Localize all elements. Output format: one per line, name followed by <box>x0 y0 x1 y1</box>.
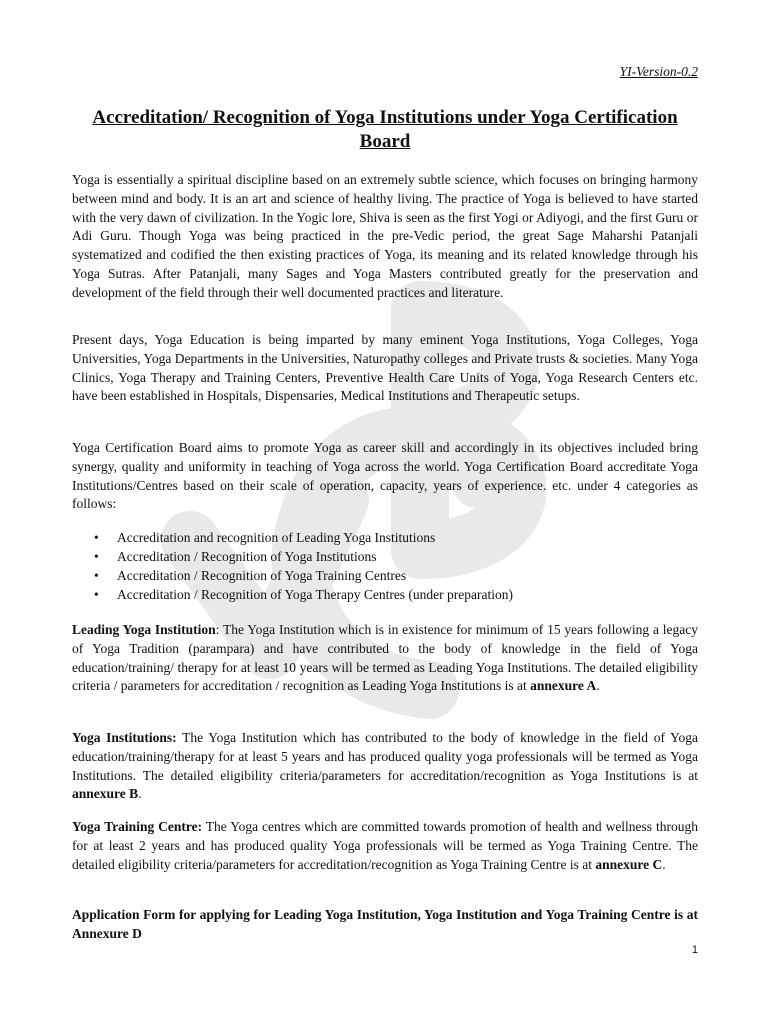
intro-paragraph: Yoga is essentially a spiritual discipline based on an extremely subtle science, which focuses on bringing harmony between mind and body. It is an art and science of healthy living. The practice of Yoga is believed to have started with the very dawn of civilization. In the Yogic lore, Shiva is seen as the first Yogi or Adiyogi, and the first Guru or Adi Guru. Though Yoga was being practiced in the pre-Vedic period, the great Sage Maharshi Patanjali systematized and codified the then existing practices of Yoga, its meaning and its related knowledge through his Yoga Sutras. After Patanjali, many Sages and Yoga Masters contributed greatly for the preservation and development of the field through their well documented practices and literature. <box>72 172 698 300</box>
present-paragraph: Present days, Yoga Education is being imparted by many eminent Yoga Institutions, Yoga Colleges, Yoga Universities, Yoga Departments in the Universities, Naturopathy colleges and Private trusts & societies. Many Yoga Clinics, Yoga Therapy and Training Centers, Preventive Health Care Units of Yoga, Yoga Research Centers etc. have been established in Hospitals, Dispensaries, Medical Institutions and Therapeutic setups. <box>72 332 698 404</box>
list-item: • Accreditation and recognition of Leading Yoga Institutions <box>94 530 436 545</box>
bullet-icon: • <box>94 530 99 545</box>
training-centre-paragraph: Yoga Training Centre: The Yoga centres which are committed towards promotion of health and wellness through for at least 2 years and has produced quality Yoga professionals will be termed as Yoga Training Centre. The detailed eligibility criteria/parameters for accreditation/recognition as Yoga Training Centre is at annexure C. <box>72 819 698 872</box>
annexure-c-ref: annexure C <box>595 856 663 872</box>
bullet-icon: • <box>94 549 99 564</box>
version-label: YI-Version-0.2 <box>619 64 698 79</box>
bullet-icon: • <box>94 587 99 602</box>
list-item: • Accreditation / Recognition of Yoga Institutions <box>94 549 377 564</box>
annexure-a-ref: annexure A <box>530 678 597 694</box>
bullet-icon: • <box>94 568 99 583</box>
leading-institution-term: Leading Yoga Institution <box>72 622 216 637</box>
training-centre-term: Yoga Training Centre: <box>72 819 203 834</box>
yoga-institutions-paragraph: Yoga Institutions: The Yoga Institution which has contributed to the body of knowledge in the field of Yoga education/training/therapy for at least 5 years and has produced quality yoga professionals will be termed as Yoga Institutions. The detailed eligibility criteria/parameters for accreditation/recognition as Yoga Institutions is at annexure B. <box>72 730 698 802</box>
application-form-note: Application Form for applying for Leading Yoga Institution, Yoga Institution and Yoga Training Centre is at Annexure D <box>72 907 698 941</box>
annexure-b-ref: annexure B <box>72 786 139 802</box>
page-number: 1 <box>691 944 698 956</box>
page-title: Accreditation/ Recognition of Yoga Institutions under Yoga Certification Board <box>92 107 678 152</box>
yoga-institutions-term: Yoga Institutions: <box>72 730 177 745</box>
category-list <box>72 528 698 604</box>
list-item: • Accreditation / Recognition of Yoga Therapy Centres (under preparation) <box>94 587 514 602</box>
leading-institution-paragraph: Leading Yoga Institution: The Yoga Institution which is in existence for minimum of 15 years following a legacy of Yoga Tradition (parampara) and have contributed to the body of knowledge in the field of Yoga education/training/ therapy for at least 10 years will be termed as Leading Yoga Institutions. The detailed eligibility criteria / parameters for accreditation / recognition as Leading Yoga Institutions is at annexure A. <box>72 622 699 694</box>
list-item: • Accreditation / Recognition of Yoga Training Centres <box>94 568 407 583</box>
ycb-paragraph: Yoga Certification Board aims to promote Yoga as career skill and accordingly in its objectives included bring synergy, quality and uniformity in teaching of Yoga across the world. Yoga Certification Board accreditate Yoga Institutions/Centres based on their scale of operation, capacity, years of experience. etc. under 4 categories as follows: <box>72 440 698 512</box>
